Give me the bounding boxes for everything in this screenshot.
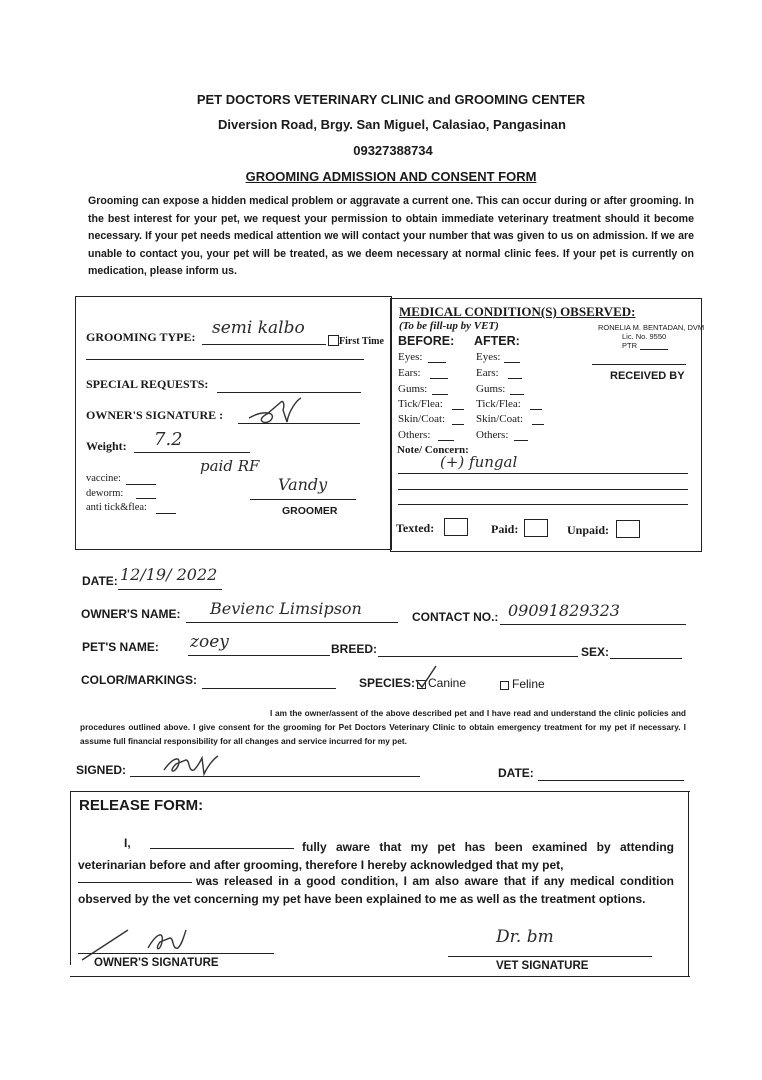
owner-sig-line	[78, 953, 274, 954]
after-skin-coat: Skin/Coat:	[476, 413, 524, 425]
received-by-label: RECEIVED BY	[610, 370, 685, 382]
after-eyes-line	[504, 362, 520, 363]
after-tick-line	[530, 409, 542, 410]
consent-paragraph: I am the owner/assent of the above described pet and I have read and understand the clinic policies and procedures outlined above. I give consent for the grooming for Pet Doctors Veterinary Clinic to obtain emergency treatment for my pet if necessary. I assume full financial responsibility for all changes and service incurred for my pet.	[80, 708, 686, 746]
before-ears: Ears:	[398, 367, 421, 379]
note-label: Note/ Concern:	[397, 444, 469, 456]
sex-label: SEX:	[581, 645, 610, 659]
first-time-label: First Time	[339, 336, 384, 347]
medical-subtitle: (To be fill-up by VET)	[399, 320, 499, 332]
owner-sig-label: OWNER'S SIGNATURE	[94, 957, 219, 969]
before-gums: Gums:	[398, 383, 428, 395]
vaccine-line	[126, 484, 156, 485]
vet-sig-label: VET SIGNATURE	[496, 960, 589, 972]
vaccine-label: vaccine:	[86, 473, 121, 484]
paid-label: Paid:	[491, 522, 519, 536]
note-line-2	[398, 489, 688, 490]
before-eyes-line	[428, 362, 446, 363]
after-others: Others:	[476, 429, 509, 441]
note-line-3	[398, 504, 688, 505]
before-tick-line	[452, 409, 464, 410]
weight-line	[134, 452, 250, 453]
texted-label: Texted:	[396, 521, 435, 535]
paid-note: paid RF	[200, 457, 260, 475]
release-text-1: I,	[124, 836, 131, 850]
release-top-rule	[70, 791, 690, 792]
owner-signature-scribble	[245, 396, 315, 428]
paid-checkbox[interactable]	[524, 519, 548, 537]
owner-name-value: Bevienc Limsipson	[210, 599, 362, 618]
release-left-border	[70, 791, 71, 965]
contact-line	[500, 624, 686, 625]
release-title: RELEASE FORM:	[79, 797, 204, 814]
deworm-line	[136, 498, 156, 499]
groomer-name: Vandy	[278, 475, 328, 494]
after-eyes: Eyes:	[476, 351, 501, 363]
texted-checkbox[interactable]	[444, 518, 468, 536]
deworm-label: deworm:	[86, 488, 124, 499]
unpaid-checkbox[interactable]	[616, 520, 640, 538]
feline-label: Feline	[512, 677, 545, 691]
before-eyes: Eyes:	[398, 351, 423, 363]
special-requests-label: SPECIAL REQUESTS:	[86, 377, 209, 391]
grooming-type-label: GROOMING TYPE:	[86, 330, 196, 344]
owner-name-line	[186, 622, 398, 623]
before-tick-flea: Tick/Flea:	[398, 398, 443, 410]
contact-label: CONTACT NO.:	[412, 610, 499, 624]
vet-stamp-ptr: PTR	[622, 341, 637, 350]
groomer-label: GROOMER	[282, 505, 338, 517]
release-right-border	[688, 791, 689, 977]
signed-signature-scribble	[160, 752, 222, 780]
owner-name-label: OWNER'S NAME:	[81, 607, 181, 621]
form-title: GROOMING ADMISSION AND CONSENT FORM	[245, 169, 537, 184]
before-gums-line	[432, 394, 448, 395]
species-label: SPECIES:	[359, 676, 416, 690]
note-line-1	[398, 473, 688, 474]
before-others: Others:	[398, 429, 431, 441]
signed-date-line	[538, 780, 684, 781]
grooming-type-line	[202, 344, 326, 345]
after-tick-flea: Tick/Flea:	[476, 398, 521, 410]
breed-label: BREED:	[331, 642, 378, 656]
clinic-name: PET DOCTORS VETERINARY CLINIC and GROOMING CENTER	[196, 92, 586, 107]
signed-date-label: DATE:	[498, 766, 534, 780]
medical-title: MEDICAL CONDITION(S) OBSERVED:	[399, 304, 636, 319]
signed-label: SIGNED:	[76, 763, 127, 777]
contact-value: 09091829323	[508, 601, 620, 620]
unpaid-label: Unpaid:	[567, 523, 610, 537]
color-markings-line	[202, 688, 336, 689]
breed-line	[378, 656, 578, 657]
before-label: BEFORE:	[398, 334, 455, 348]
date-line	[118, 589, 222, 590]
before-ears-line	[430, 378, 448, 379]
date-value: 12/19/ 2022	[120, 565, 218, 584]
grooming-type-value: semi kalbo	[212, 318, 305, 338]
release-text-2: fully aware that my pet has been examined by attending veterinarian before and after grooming, therefore I hereby acknowledged that my pet,	[78, 840, 674, 872]
after-label: AFTER:	[474, 334, 520, 348]
owner-signature-label: OWNER'S SIGNATURE :	[86, 408, 224, 422]
after-skin-line	[532, 424, 544, 425]
vet-stamp-ptr-line	[640, 349, 668, 350]
after-ears-line	[508, 378, 522, 379]
first-time-checkbox[interactable]	[328, 335, 339, 346]
before-skin-coat: Skin/Coat:	[398, 413, 446, 425]
after-others-line	[514, 440, 528, 441]
clinic-address: Diversion Road, Brgy. San Miguel, Calasiao, Pangasinan	[218, 117, 566, 132]
anti-tick-line	[156, 513, 176, 514]
canine-label: Canine	[428, 676, 467, 690]
pet-name-label: PET'S NAME:	[82, 640, 159, 654]
sex-line	[610, 658, 682, 659]
before-skin-line	[452, 424, 464, 425]
pet-name-value: zoey	[190, 632, 229, 652]
weight-label: Weight:	[86, 439, 127, 453]
clinic-phone: 09327388734	[353, 143, 433, 158]
intro-paragraph: Grooming can expose a hidden medical problem or aggravate a current one. This can occur during or after grooming. In the best interest for your pet, we request your permission to obtain immediate veterinary treatment should it become necessary. If your pet needs medical attention we will contact your number that was given to us on admission. If we are unable to contact you, your pet will be treated, as we deem necessary at normal clinic fees. If your pet is currently on medication, please inform us.	[88, 195, 694, 277]
groomer-line	[250, 499, 356, 500]
pet-name-line	[188, 655, 330, 656]
feline-checkbox[interactable]	[500, 681, 509, 690]
vet-stamp-name: RONELIA M. BENTADAN, DVM	[598, 323, 705, 332]
vet-sig-line	[448, 956, 652, 957]
color-markings-label: COLOR/MARKINGS:	[81, 673, 197, 687]
after-gums: Gums:	[476, 383, 506, 395]
special-requests-line	[217, 392, 361, 393]
before-others-line	[438, 440, 454, 441]
date-label: DATE:	[82, 574, 118, 588]
after-gums-line	[510, 394, 524, 395]
release-bottom-rule	[70, 976, 690, 977]
vet-stamp-lic: Lic. No. 9550	[622, 332, 667, 341]
note-value: (+) fungal	[440, 453, 518, 471]
received-by-line	[592, 364, 686, 365]
release-text-3: was released in a good condition, I am also aware that if any medical condition observed by the vet concerning my pet have been explained to me as well as the treatment options.	[78, 874, 674, 906]
grooming-extra-line	[86, 359, 364, 360]
anti-tick-label: anti tick&flea:	[86, 502, 147, 513]
vet-sig-value: Dr. bm	[496, 927, 554, 947]
after-ears: Ears:	[476, 367, 499, 379]
weight-value: 7.2	[154, 429, 183, 450]
